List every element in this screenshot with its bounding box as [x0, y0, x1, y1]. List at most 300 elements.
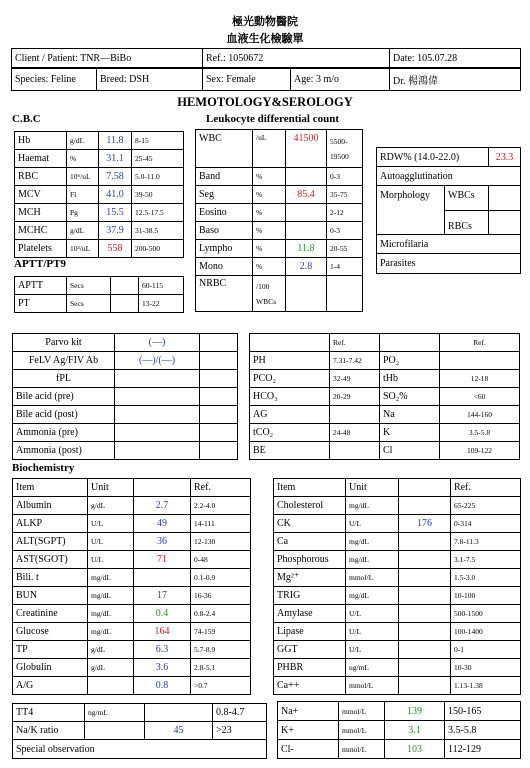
- biochem-right-value: [399, 569, 451, 587]
- biochem-right-ref: 1.5-3.0: [451, 569, 521, 587]
- br-header-unit: Unit: [346, 479, 399, 497]
- biochem-left-value: [134, 569, 191, 587]
- biochem-right-name: PHBR: [274, 659, 346, 677]
- serology-row: [13, 406, 238, 424]
- biochem-left-name: Globulin: [13, 659, 88, 677]
- biochem-left-row: [13, 551, 251, 569]
- cbc-unit: %: [67, 150, 99, 168]
- electrolyte-value: 103: [385, 740, 445, 759]
- aptt-unit: Secs: [67, 277, 111, 295]
- biochem-left-value: 2.7: [134, 497, 191, 515]
- doctor: Dr. 楊鴻偉: [390, 69, 521, 91]
- cbc-ref: 8-15: [132, 132, 184, 150]
- biochem-left-value: 6.3: [134, 641, 191, 659]
- client-patient: Client / Patient: TNR—BiBo: [12, 49, 203, 68]
- tt4-table: [12, 703, 267, 759]
- gas-right-ref: 12-18: [440, 370, 520, 388]
- biochem-right-value: 176: [399, 515, 451, 533]
- cbc-name: Platelets: [15, 240, 67, 258]
- biochem-right-name: GGT: [274, 641, 346, 659]
- aptt-ref: 13-22: [139, 295, 184, 313]
- serology-extra: [200, 352, 238, 370]
- leuko-ref: 35-75: [327, 186, 363, 204]
- biochem-left-unit: g/dL: [88, 497, 134, 515]
- electrolyte-unit: mmol/L: [339, 702, 385, 721]
- aptt-unit: Secs: [67, 295, 111, 313]
- hospital-name: 極光動物醫院: [232, 16, 298, 28]
- serology-value: [115, 370, 200, 388]
- electrolyte-unit: mmol/L: [339, 740, 385, 759]
- biochem-right-value: [399, 623, 451, 641]
- gas-right-name: K: [380, 424, 440, 442]
- br-header-value: [399, 479, 451, 497]
- cbc-value: 558: [99, 240, 132, 258]
- biochem-left-ref: 12-130: [191, 533, 251, 551]
- biochem-left-name: AST(SGOT): [13, 551, 88, 569]
- biochem-right-name: Ca++: [274, 677, 346, 695]
- biochem-right-row: [274, 569, 521, 587]
- gas-left-ref: [330, 406, 380, 424]
- leuko-row: [196, 168, 363, 186]
- morphology-rbcs: RBCs: [445, 211, 489, 235]
- tt4-name: TT4: [13, 704, 85, 722]
- serology-row: [13, 388, 238, 406]
- biochem-left-row: [13, 605, 251, 623]
- cbc-unit: g/dL: [67, 222, 99, 240]
- cbc-row: [15, 240, 184, 258]
- leuko-ref: 20-55: [327, 240, 363, 258]
- wbc-unit: /uL: [253, 130, 286, 168]
- biochem-right-row: [274, 605, 521, 623]
- biochem-right-unit: U/L: [346, 605, 399, 623]
- cbc-row: [15, 150, 184, 168]
- serology-row: [13, 334, 238, 352]
- biochem-right-value: [399, 497, 451, 515]
- gas-left-ref: 7.31-7.42: [330, 352, 380, 370]
- leuko-row: [196, 222, 363, 240]
- nrbc-unit-bottom: WBCs: [256, 296, 277, 306]
- aptt-table: [14, 276, 184, 313]
- electrolyte-value: 139: [385, 702, 445, 721]
- nrbc-unit: [253, 276, 286, 312]
- biochem-right-name: Ca: [274, 533, 346, 551]
- morphology-rbcs-value: [489, 211, 521, 235]
- patient-detail-table: [11, 68, 521, 91]
- serology-extra: [200, 442, 238, 460]
- biochem-right-unit: mg/dL: [346, 533, 399, 551]
- gas-left-name: tCO₂: [250, 424, 330, 442]
- biochem-right-ref: 3.1-7.5: [451, 551, 521, 569]
- bl-header-ref: Ref.: [191, 479, 251, 497]
- cbc-row: [15, 204, 184, 222]
- biochem-left-value: 17: [134, 587, 191, 605]
- biochem-left-row: [13, 659, 251, 677]
- cbc-value: 37.9: [99, 222, 132, 240]
- aptt-row: [15, 295, 184, 313]
- gas-row: [250, 442, 520, 460]
- biochem-left-name: ALKP: [13, 515, 88, 533]
- gas-right-ref: 144-160: [440, 406, 520, 424]
- bl-header-value: [134, 479, 191, 497]
- bl-header-item: Item: [13, 479, 88, 497]
- biochem-right-unit: ug/mL: [346, 659, 399, 677]
- cbc-row: [15, 186, 184, 204]
- biochem-left-name: BUN: [13, 587, 88, 605]
- leuko-unit: %: [253, 258, 286, 276]
- gas-left-ref: 20-29: [330, 388, 380, 406]
- serology-name: FeLV Ag/FIV Ab: [13, 352, 115, 370]
- biochem-left-unit: g/dL: [88, 641, 134, 659]
- serology-extra: [200, 388, 238, 406]
- electrolyte-row: [278, 721, 521, 740]
- tt4-row: [13, 722, 267, 740]
- age: Age: 3 m/o: [291, 69, 390, 91]
- biochem-right-value: [399, 533, 451, 551]
- biochem-right-row: [274, 515, 521, 533]
- biochem-left-row: [13, 587, 251, 605]
- gas-row: [250, 388, 520, 406]
- biochem-left-row: [13, 641, 251, 659]
- gas-header-item: [250, 334, 330, 352]
- gas-right-name: tHb: [380, 370, 440, 388]
- biochem-right-unit: mmol/L: [346, 677, 399, 695]
- biochem-left-unit: U/L: [88, 515, 134, 533]
- serology-value: (—): [115, 334, 200, 352]
- cbc-title: C.B.C: [12, 113, 41, 125]
- biochem-right-ref: 7.8-11.3: [451, 533, 521, 551]
- biochem-right-row: [274, 641, 521, 659]
- biochem-left-ref: 14-111: [191, 515, 251, 533]
- leuko-row: [196, 204, 363, 222]
- serology-table: [12, 333, 238, 460]
- cbc-value: 41.0: [99, 186, 132, 204]
- gas-left-ref: 32-49: [330, 370, 380, 388]
- serology-row: [13, 370, 238, 388]
- serology-row: [13, 424, 238, 442]
- serology-name: fPL: [13, 370, 115, 388]
- leuko-row: [196, 240, 363, 258]
- electrolyte-name: Cl-: [278, 740, 339, 759]
- biochem-right-row: [274, 587, 521, 605]
- report-title: 血液生化檢驗單: [226, 33, 304, 45]
- species: Species: Feline: [12, 69, 97, 91]
- biochem-right-unit: mg/dL: [346, 587, 399, 605]
- leuko-unit: %: [253, 168, 286, 186]
- gas-row: [250, 370, 520, 388]
- gas-row: [250, 352, 520, 370]
- gas-right-ref: 3.5-5.8: [440, 424, 520, 442]
- biochem-right-name: TRIG: [274, 587, 346, 605]
- leuko-name: Lympho: [196, 240, 253, 258]
- leuko-row: [196, 186, 363, 204]
- cbc-value: 31.1: [99, 150, 132, 168]
- biochem-left-value: 36: [134, 533, 191, 551]
- nrbc-ref: [327, 276, 363, 312]
- tt4-unit: [85, 722, 145, 740]
- leuko-unit: %: [253, 204, 286, 222]
- leuko-value: 2.8: [286, 258, 327, 276]
- biochem-right-row: [274, 677, 521, 695]
- gas-right-ref: <60: [440, 388, 520, 406]
- cbc-name: MCH: [15, 204, 67, 222]
- cbc-row: [15, 132, 184, 150]
- biochem-left-row: [13, 677, 251, 695]
- gas-right-ref: [440, 352, 520, 370]
- br-header-ref: Ref.: [451, 479, 521, 497]
- leuko-name: Band: [196, 168, 253, 186]
- electrolyte-value: 3.1: [385, 721, 445, 740]
- biochem-right-name: Cholesterol: [274, 497, 346, 515]
- biochem-left-ref: 2.2-4.0: [191, 497, 251, 515]
- biochem-right-value: [399, 551, 451, 569]
- microfilaria: Microfilaria: [377, 235, 521, 254]
- cbc-ref: 39-50: [132, 186, 184, 204]
- cbc-unit: Fl: [67, 186, 99, 204]
- wbc-ref: [327, 130, 363, 168]
- rdw-label: RDW% (14.0-22.0): [377, 148, 489, 167]
- tt4-ref: 0.8-4.7: [213, 704, 267, 722]
- tt4-ref: >23: [213, 722, 267, 740]
- biochem-right-row: [274, 497, 521, 515]
- biochem-right-name: Mg²⁺: [274, 569, 346, 587]
- biochem-right-unit: mg/dL: [346, 551, 399, 569]
- leuko-unit: %: [253, 240, 286, 258]
- leuko-name: Mono: [196, 258, 253, 276]
- biochem-left-row: [13, 569, 251, 587]
- nrbc-unit-top: /100: [256, 281, 270, 291]
- biochem-left-unit: mg/dL: [88, 569, 134, 587]
- biochem-left-row: [13, 533, 251, 551]
- leuko-value: [286, 204, 327, 222]
- biochem-right-ref: 0-314: [451, 515, 521, 533]
- electrolyte-unit: mmol/L: [339, 721, 385, 740]
- biochem-right-ref: 10-100: [451, 587, 521, 605]
- gas-left-name: BE: [250, 442, 330, 460]
- cbc-ref: 12.5-17.5: [132, 204, 184, 222]
- leuko-name: Eosino: [196, 204, 253, 222]
- aptt-title: APTT/PT9: [14, 258, 66, 270]
- biochem-left-name: Bili. t: [13, 569, 88, 587]
- tt4-value: [145, 704, 213, 722]
- aptt-name: PT: [15, 295, 67, 313]
- serology-value: [115, 388, 200, 406]
- aptt-value: [111, 295, 139, 313]
- biochem-left-value: 71: [134, 551, 191, 569]
- gas-header-ref-right: Ref.: [440, 334, 520, 352]
- biochem-left-unit: U/L: [88, 533, 134, 551]
- biochem-left-ref: 0.1-0.9: [191, 569, 251, 587]
- biochem-right-value: [399, 641, 451, 659]
- leuko-name: Seg: [196, 186, 253, 204]
- biochem-right-ref: 10-30: [451, 659, 521, 677]
- gas-right-name: Na: [380, 406, 440, 424]
- cbc-unit: 10³/uL: [67, 240, 99, 258]
- serology-value: [115, 424, 200, 442]
- sex: Sex: Female: [203, 69, 291, 91]
- leuko-value: [286, 168, 327, 186]
- biochem-left-row: [13, 623, 251, 641]
- biochem-left-value: 0.4: [134, 605, 191, 623]
- nrbc-name: NRBC: [196, 276, 253, 312]
- cbc-row: [15, 222, 184, 240]
- biochem-left-ref: 5.7-8.9: [191, 641, 251, 659]
- biochem-left-ref: 74-159: [191, 623, 251, 641]
- leuko-ref: 2-12: [327, 204, 363, 222]
- br-header-item: Item: [274, 479, 346, 497]
- leuko-ref: 0-3: [327, 222, 363, 240]
- electrolyte-ref: 112-129: [445, 740, 521, 759]
- gas-right-name: PO₂: [380, 352, 440, 370]
- gas-header-item-right: [380, 334, 440, 352]
- biochem-right-ref: 65-225: [451, 497, 521, 515]
- biochem-right-name: Lipase: [274, 623, 346, 641]
- biochem-left-row: [13, 497, 251, 515]
- serology-value: [115, 442, 200, 460]
- biochem-left-name: Glucose: [13, 623, 88, 641]
- cbc-name: Hb: [15, 132, 67, 150]
- biochem-right-unit: U/L: [346, 641, 399, 659]
- electrolyte-ref: 150-165: [445, 702, 521, 721]
- gas-left-name: PH: [250, 352, 330, 370]
- tt4-value: 45: [145, 722, 213, 740]
- biochem-left-ref: 2.8-5.1: [191, 659, 251, 677]
- biochem-right-unit: mmol/L: [346, 569, 399, 587]
- hemo-section-title: HEMOTOLOGY&SEROLOGY: [177, 95, 353, 109]
- parasites: Parasites: [377, 254, 521, 274]
- cbc-value: 11.8: [99, 132, 132, 150]
- biochem-left-ref: >0.7: [191, 677, 251, 695]
- biochem-right-ref: 100-1400: [451, 623, 521, 641]
- cbc-unit: g/dL: [67, 132, 99, 150]
- biochem-right-row: [274, 551, 521, 569]
- nrbc-value: [286, 276, 327, 312]
- wbc-value: 41500: [286, 130, 327, 168]
- leuko-table: [195, 129, 363, 312]
- serology-value: (—)/(—): [115, 352, 200, 370]
- rdw-value: 23.3: [489, 148, 521, 167]
- gas-left-ref: [330, 442, 380, 460]
- report-date: Date: 105.07.28: [390, 49, 521, 68]
- biochem-left-unit: g/dL: [88, 659, 134, 677]
- tt4-row: [13, 704, 267, 722]
- cbc-unit: Pg: [67, 204, 99, 222]
- bl-header-unit: Unit: [88, 479, 134, 497]
- leuko-unit: %: [253, 186, 286, 204]
- wbc-name: WBC: [196, 130, 253, 168]
- biochem-right-value: [399, 605, 451, 623]
- biochem-left-value: 49: [134, 515, 191, 533]
- biochem-right-value: [399, 659, 451, 677]
- biochem-left-name: Albumin: [13, 497, 88, 515]
- tt4-name: Na/K ratio: [13, 722, 85, 740]
- blood-gas-table: [249, 333, 520, 460]
- electrolyte-name: Na+: [278, 702, 339, 721]
- gas-right-ref: 109-122: [440, 442, 520, 460]
- leuko-ref: 1-4: [327, 258, 363, 276]
- biochem-left-value: 0.8: [134, 677, 191, 695]
- serology-row: [13, 442, 238, 460]
- cbc-name: MCV: [15, 186, 67, 204]
- aptt-value: [111, 277, 139, 295]
- biochem-title: Biochemistry: [12, 462, 75, 474]
- electrolyte-row: [278, 702, 521, 721]
- electrolyte-ref: 3.5-5.8: [445, 721, 521, 740]
- biochem-left-ref: 0.8-2.4: [191, 605, 251, 623]
- autoagglutination: Autoagglutination: [377, 167, 521, 186]
- biochem-left-name: A/G: [13, 677, 88, 695]
- cbc-table: [14, 131, 184, 258]
- cbc-unit: 10⁶/uL: [67, 168, 99, 186]
- serology-name: Bile acid (post): [13, 406, 115, 424]
- gas-right-name: SO₂%: [380, 388, 440, 406]
- electrolytes-table: [277, 701, 521, 759]
- biochem-left-row: [13, 515, 251, 533]
- biochem-right-table: [273, 478, 521, 695]
- biochem-right-unit: U/L: [346, 515, 399, 533]
- serology-extra: [200, 406, 238, 424]
- gas-left-name: HCO₃: [250, 388, 330, 406]
- biochem-left-value: 164: [134, 623, 191, 641]
- leuko-row: [196, 258, 363, 276]
- leuko-value: 11.8: [286, 240, 327, 258]
- cbc-name: Haemat: [15, 150, 67, 168]
- biochem-right-name: CK: [274, 515, 346, 533]
- biochem-left-ref: 16-36: [191, 587, 251, 605]
- gas-right-name: Cl: [380, 442, 440, 460]
- biochem-left-unit: mg/dL: [88, 623, 134, 641]
- biochem-left-ref: 0-48: [191, 551, 251, 569]
- leuko-value: 85.4: [286, 186, 327, 204]
- serology-row: [13, 352, 238, 370]
- cbc-ref: 5.0-11.0: [132, 168, 184, 186]
- biochem-right-name: Phosphorous: [274, 551, 346, 569]
- gas-row: [250, 424, 520, 442]
- serology-name: Parvo kit: [13, 334, 115, 352]
- aptt-name: APTT: [15, 277, 67, 295]
- special-observation: Special observation: [13, 740, 267, 759]
- wbc-ref-top: 5500-: [330, 136, 348, 146]
- gas-row: [250, 406, 520, 424]
- leuko-unit: %: [253, 222, 286, 240]
- biochem-right-row: [274, 623, 521, 641]
- gas-left-name: PCO₂: [250, 370, 330, 388]
- biochem-right-value: [399, 587, 451, 605]
- rdw-table: [376, 147, 521, 274]
- biochem-right-row: [274, 659, 521, 677]
- cbc-name: MCHC: [15, 222, 67, 240]
- morphology: Morphology: [377, 186, 445, 235]
- biochem-left-name: TP: [13, 641, 88, 659]
- cbc-row: [15, 168, 184, 186]
- electrolyte-row: [278, 740, 521, 759]
- wbc-ref-bottom: 19500: [330, 151, 349, 161]
- electrolyte-name: K+: [278, 721, 339, 740]
- biochem-right-ref: 0-1: [451, 641, 521, 659]
- morphology-wbcs: WBCs: [445, 186, 489, 211]
- gas-header-ref-left: Ref.: [330, 334, 380, 352]
- serology-name: Bile acid (pre): [13, 388, 115, 406]
- tt4-unit: ng/mL: [85, 704, 145, 722]
- biochem-left-name: ALT(SGPT): [13, 533, 88, 551]
- biochem-left-value: 3.6: [134, 659, 191, 677]
- gas-left-name: AG: [250, 406, 330, 424]
- biochem-right-row: [274, 533, 521, 551]
- biochem-left-name: Creatinine: [13, 605, 88, 623]
- biochem-right-unit: U/L: [346, 623, 399, 641]
- ref-number: Ref.: 1050672: [203, 49, 390, 68]
- aptt-ref: 60-115: [139, 277, 184, 295]
- cbc-ref: 31-38.5: [132, 222, 184, 240]
